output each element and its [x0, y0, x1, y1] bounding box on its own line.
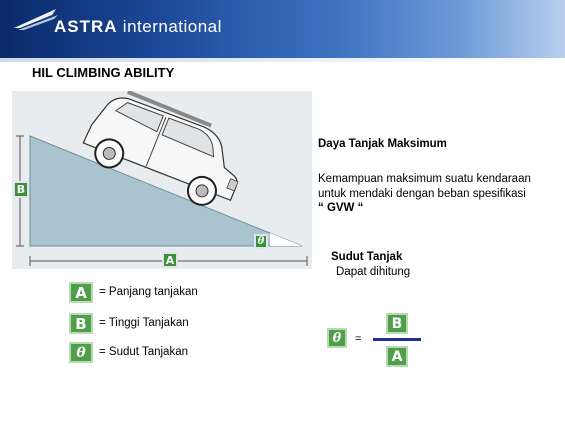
legend-label-b: = Tinggi Tanjakan — [99, 317, 189, 329]
legend-label-theta: = Sudut Tanjakan — [99, 346, 188, 358]
legend-badge-theta: θ — [69, 342, 93, 363]
legend-badge-a: A — [69, 282, 93, 303]
formula-equals: = — [355, 333, 362, 345]
header-divider — [0, 58, 565, 62]
formula-numerator-badge: B — [386, 313, 408, 334]
daya-tanjak-description — [318, 172, 553, 216]
sudut-tanjak-subtitle: Dapat dihitung — [336, 266, 411, 278]
diagram-badge-a: A — [162, 252, 178, 268]
formula-theta-badge: θ — [327, 328, 347, 348]
gvw-label: “ GVW “ — [318, 202, 364, 214]
astra-swoosh-icon — [12, 6, 60, 32]
formula-denominator-badge: A — [386, 346, 408, 367]
logo-light: international — [122, 17, 222, 36]
diagram-badge-theta: θ — [254, 234, 268, 249]
daya-tanjak-title: Daya Tanjak Maksimum — [318, 138, 447, 150]
daya-desc-text: Kemampuan maksimum suatu kendaraan untuk mendaki dengan beban spesifikasi — [318, 173, 531, 200]
logo-bold: ASTRA — [54, 17, 118, 36]
astra-logo — [54, 17, 222, 37]
legend-label-a: = Panjang tanjakan — [99, 286, 198, 298]
page-title: HIL CLIMBING ABILITY — [32, 65, 175, 80]
fraction-line — [373, 338, 421, 341]
legend-badge-b: B — [69, 313, 93, 334]
diagram-badge-b: B — [13, 181, 29, 198]
sudut-tanjak-title: Sudut Tanjak — [331, 251, 403, 263]
